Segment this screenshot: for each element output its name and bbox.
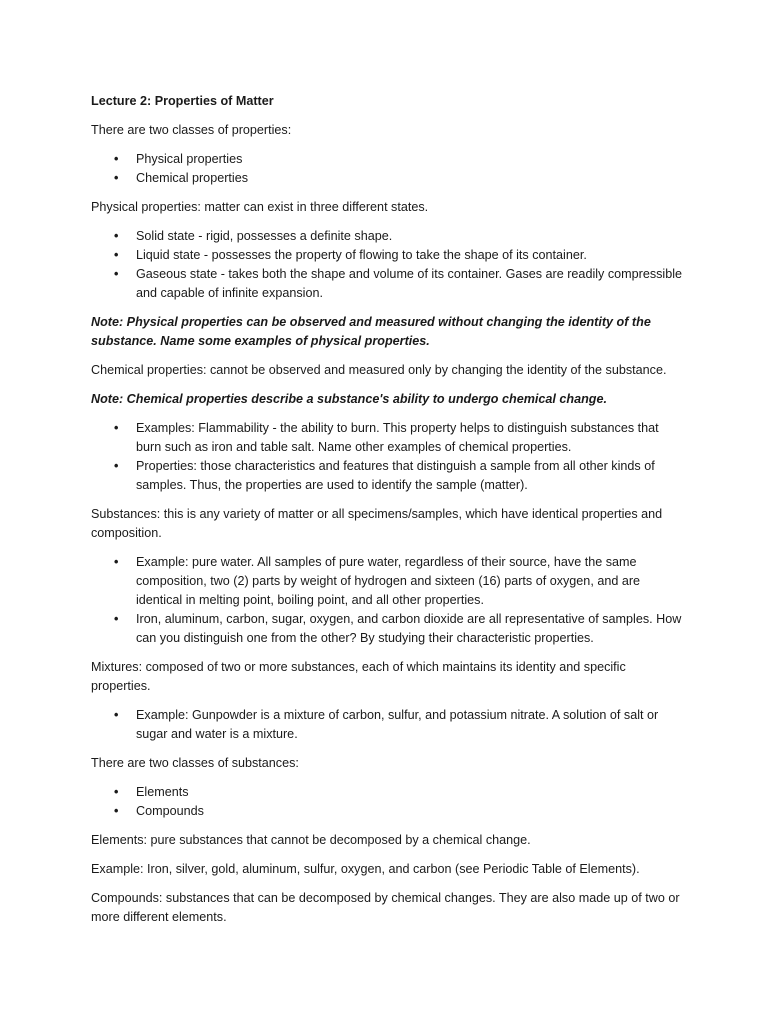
paragraph-mixtures: Mixtures: composed of two or more substances, each of which maintains its identity and specific properties. xyxy=(91,660,626,693)
list-item xyxy=(91,706,683,744)
list-item-text: Physical properties xyxy=(136,152,243,166)
list-item xyxy=(91,227,683,246)
document-body xyxy=(91,92,683,937)
mixtures-list xyxy=(91,706,683,744)
list-item xyxy=(91,610,683,648)
list-item xyxy=(91,783,683,802)
list-item xyxy=(91,457,683,495)
paragraph-substance-classes: There are two classes of substances: xyxy=(91,756,299,770)
paragraph-elements: Elements: pure substances that cannot be decomposed by a chemical change. xyxy=(91,833,531,847)
bullet-icon: • xyxy=(114,612,119,626)
list-item xyxy=(91,553,683,610)
list-item-text: Iron, aluminum, carbon, sugar, oxygen, and carbon dioxide are all representative of samples. How can you distinguish one from the other? By studying their characteristic properties. xyxy=(136,612,682,645)
paragraph-intro: There are two classes of properties: xyxy=(91,123,292,137)
bullet-icon: • xyxy=(114,708,119,722)
chemical-list xyxy=(91,419,683,495)
list-item xyxy=(91,265,683,303)
note-chemical: Note: Chemical properties describe a substance's ability to undergo chemical change. xyxy=(91,392,607,406)
paragraph-substances: Substances: this is any variety of matter or all specimens/samples, which have identical properties and composition. xyxy=(91,507,663,540)
list-item-text: Examples: Flammability - the ability to burn. This property helps to distinguish substances that burn such as iron and table salt. Name other examples of chemical properties. xyxy=(136,421,659,454)
list-item-text: Properties: those characteristics and features that distinguish a sample from all other kinds of samples. Thus, the properties are used to identify the sample (matter). xyxy=(136,459,655,492)
bullet-icon: • xyxy=(114,229,119,243)
property-classes-list xyxy=(91,150,683,188)
paragraph-physical: Physical properties: matter can exist in three different states. xyxy=(91,200,429,214)
bullet-icon: • xyxy=(114,248,119,262)
list-item-text: Liquid state - possesses the property of flowing to take the shape of its container. xyxy=(136,248,587,262)
bullet-icon: • xyxy=(114,804,119,818)
list-item-text: Elements xyxy=(136,785,189,799)
list-item-text: Gaseous state - takes both the shape and volume of its container. Gases are readily compressible and capable of infinite expansion. xyxy=(136,267,683,300)
bullet-icon: • xyxy=(114,267,119,281)
states-list xyxy=(91,227,683,303)
list-item-text: Example: Gunpowder is a mixture of carbon, sulfur, and potassium nitrate. A solution of salt or sugar and water is a mixture. xyxy=(136,708,659,741)
list-item xyxy=(91,246,683,265)
note-physical: Note: Physical properties can be observed and measured without changing the identity of the substance. Name some examples of physical properties. xyxy=(91,315,651,348)
list-item xyxy=(91,419,683,457)
page-title: Lecture 2: Properties of Matter xyxy=(91,94,274,108)
list-item-text: Example: pure water. All samples of pure water, regardless of their source, have the same composition, two (2) parts by weight of hydrogen and sixteen (16) parts of oxygen, and are identical in melting point, boiling point, and all other properties. xyxy=(136,555,641,607)
list-item xyxy=(91,169,683,188)
bullet-icon: • xyxy=(114,421,119,435)
list-item xyxy=(91,802,683,821)
bullet-icon: • xyxy=(114,152,119,166)
list-item-text: Compounds xyxy=(136,804,204,818)
paragraph-chemical: Chemical properties: cannot be observed and measured only by changing the identity of the substance. xyxy=(91,363,667,377)
bullet-icon: • xyxy=(114,785,119,799)
substances-list xyxy=(91,553,683,648)
substance-classes-list xyxy=(91,783,683,821)
list-item-text: Chemical properties xyxy=(136,171,248,185)
list-item-text: Solid state - rigid, possesses a definite shape. xyxy=(136,229,393,243)
bullet-icon: • xyxy=(114,171,119,185)
bullet-icon: • xyxy=(114,555,119,569)
list-item xyxy=(91,150,683,169)
paragraph-elements-example: Example: Iron, silver, gold, aluminum, sulfur, oxygen, and carbon (see Periodic Table of Elements). xyxy=(91,862,640,876)
paragraph-compounds: Compounds: substances that can be decomposed by chemical changes. They are also made up of two or more different elements. xyxy=(91,891,680,924)
bullet-icon: • xyxy=(114,459,119,473)
